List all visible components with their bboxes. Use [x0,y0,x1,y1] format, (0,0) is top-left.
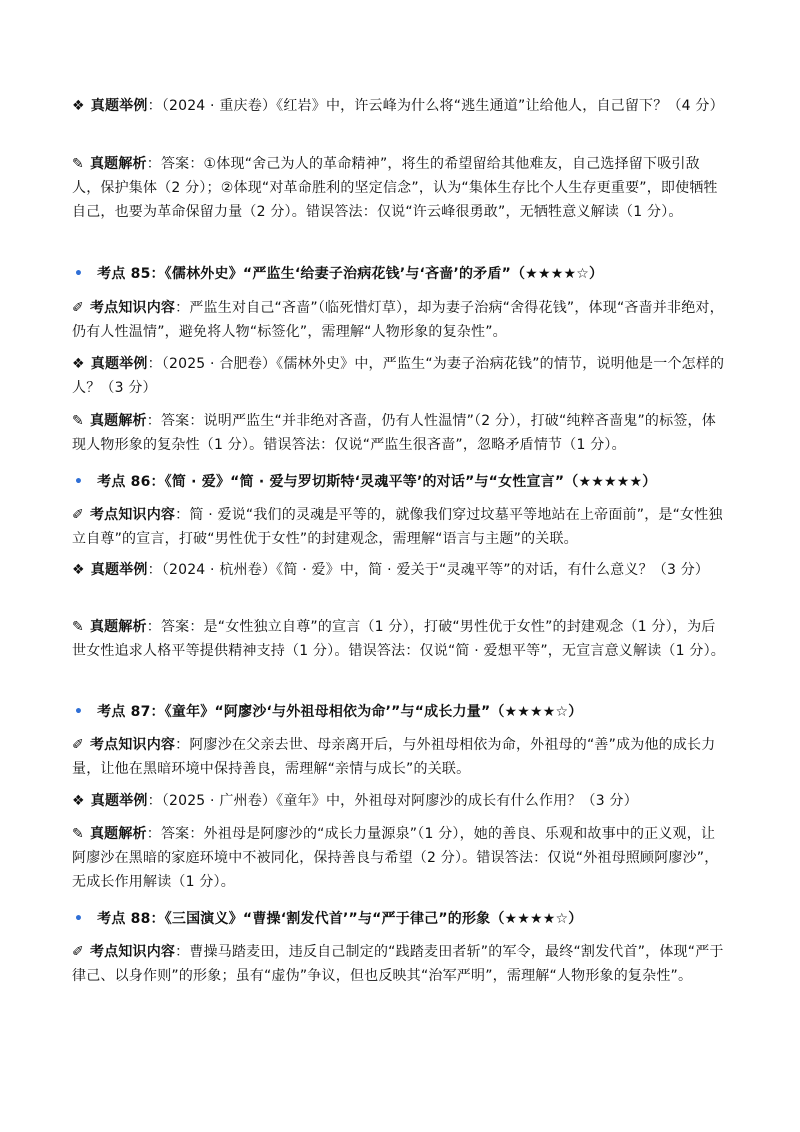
item-text: ：阿廖沙在父亲去世、母亲离开后，与外祖母相依为命，外祖母的“善”成为他的成长力量，让他在黑暗环境中保持善良，需理解“亲情与成长”的关联。 [72,737,716,777]
exam-analysis-item [72,409,728,457]
pencil-icon: ✎ [72,413,84,429]
knowledge-content-item [72,503,728,551]
exam-analysis-item [72,615,728,663]
bullet-icon: • [74,474,84,490]
item-label: 考点知识内容 [89,507,176,523]
pen-icon: ✐ [72,507,84,523]
item-label: 真题解析 [89,619,147,635]
item-label: 考点知识内容 [89,300,176,316]
topic-title: 考点 86：《简 · 爱》“简 · 爱与罗切斯特‘灵魂平等’的对话”与“女性宣言”（★★★★★） [97,474,657,490]
topic-title: 考点 88：《三国演义》“曹操‘割发代首’”与“严于律己”的形象（★★★★☆） [97,911,583,927]
pencil-icon: ✎ [72,156,84,172]
item-text: ：答案：是“女性独立自尊”的宣言（1 分），打破“男性优于女性”的封建观念（1 分），为后世女性追求人格平等提供精神支持（1 分）。错误答法：仅说“简 · 爱想平等”，无宣言意义解读（1 分）。 [72,619,725,659]
bullet-icon: • [74,266,84,282]
item-text: ：简 · 爱说“我们的灵魂是平等的，就像我们穿过坟墓平等地站在上帝面前”，是“女性独立自尊”的宣言，打破“男性优于女性”的封建观念，需理解“语言与主题”的关联。 [72,507,723,547]
item-text: ：（2025 · 广州卷）《童年》中，外祖母对阿廖沙的成长有什么作用？（3 分） [147,793,638,809]
item-label: 真题举例 [90,793,148,809]
item-label: 考点知识内容 [89,944,176,960]
item-text: ：答案：说明严监生“并非绝对吝啬，仍有人性温情”（2 分），打破“纯粹吝啬鬼”的标签，体现人物形象的复杂性（1 分）。错误答法：仅说“严监生很吝啬”，忽略矛盾情节（1 分）。 [72,413,716,453]
item-label: 真题解析 [89,413,147,429]
item-text: ：曹操马踏麦田，违反自己制定的“践踏麦田者斩”的军令，最终“割发代首”，体现“严于律己、以身作则”的形象；虽有“虚伪”争议，但也反映其“治军严明”，需理解“人物形象的复杂性”。 [72,944,724,984]
exam-example-item [72,789,728,813]
topic-heading [72,262,728,286]
item-text: ：（2025 · 合肥卷）《儒林外史》中，严监生“为妻子治病花钱”的情节，说明他是一个怎样的人？（3 分） [72,356,725,396]
pen-icon: ✐ [72,300,84,316]
item-label: 真题解析 [89,156,147,172]
topic-heading [72,700,728,724]
knowledge-content-item [72,296,728,344]
topic-heading [72,907,728,931]
item-text: ：（2024 · 重庆卷）《红岩》中，许云峰为什么将“逃生通道”让给他人，自己留下？（4 分） [147,98,724,114]
item-label: 真题举例 [90,98,148,114]
diamond-icon: ❖ [72,562,85,578]
knowledge-content-item [72,733,728,781]
item-label: 真题解析 [89,826,147,842]
bullet-icon: • [74,911,84,927]
pen-icon: ✐ [72,944,84,960]
exam-example-item [72,558,728,582]
topic-title: 考点 85：《儒林外史》“严监生‘给妻子治病花钱’与‘吝啬’的矛盾”（★★★★☆） [97,266,604,282]
item-label: 真题举例 [90,562,148,578]
topic-title: 考点 87：《童年》“阿廖沙‘与外祖母相依为命’”与“成长力量”（★★★★☆） [97,704,583,720]
diamond-icon: ❖ [72,98,85,114]
item-text: ：（2024 · 杭州卷）《简 · 爱》中，简 · 爱关于“灵魂平等”的对话，有什么意义？（3 分） [147,562,710,578]
exam-example-item [72,94,728,118]
pen-icon: ✐ [72,737,84,753]
diamond-icon: ❖ [72,356,85,372]
exam-example-item [72,352,728,400]
diamond-icon: ❖ [72,793,85,809]
exam-analysis-item [72,822,728,894]
item-label: 考点知识内容 [89,737,176,753]
item-text: ：答案：外祖母是阿廖沙的“成长力量源泉”（1 分），她的善良、乐观和故事中的正义观，让阿廖沙在黑暗的家庭环境中不被同化，保持善良与希望（2 分）。错误答法：仅说“外祖母照顾阿廖沙”，无成长作用解读（1 分）。 [72,826,719,890]
item-text: ：答案：①体现“舍己为人的革命精神”，将生的希望留给其他难友，自己选择留下吸引敌人，保护集体（2 分）；②体现“对革命胜利的坚定信念”，认为“集体生存比个人生存更重要”，即使牺牲自己，也要为革命保留力量（2 分）。错误答法：仅说“许云峰很勇敢”，无牺牲意义解读（1 分）。 [72,156,718,220]
pencil-icon: ✎ [72,619,84,635]
knowledge-content-item [72,940,728,988]
item-text: ：严监生对自己“吝啬”（临死惜灯草），却为妻子治病“舍得花钱”，体现“吝啬并非绝对，仍有人性温情”，避免将人物“标签化”，需理解“人物形象的复杂性”。 [72,300,724,340]
topic-heading [72,470,728,494]
exam-analysis-item [72,152,728,224]
bullet-icon: • [74,704,84,720]
pencil-icon: ✎ [72,826,84,842]
item-label: 真题举例 [90,356,148,372]
